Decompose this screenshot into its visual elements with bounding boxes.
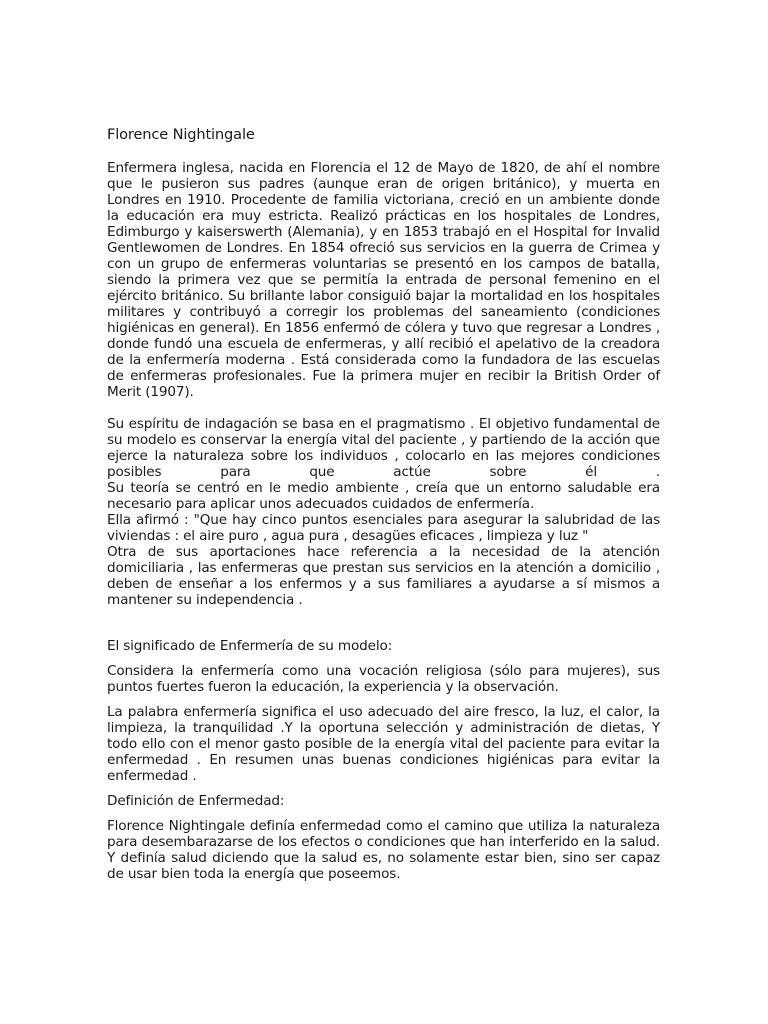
model-paragraph-part4: Otra de sus aportaciones hace referencia a la necesidad de la atención domiciliaria , las enfermeras que prestan sus servicios en la atención a domicilio , deben de enseñar a los enfermos y a sus familiares a ayudarse a sí mismos a mantener su independencia . <box>107 544 660 608</box>
model-paragraph <box>107 416 660 608</box>
model-paragraph-part2: Su teoría se centró en le medio ambiente , creía que un entorno saludable era necesario para aplicar unos adecuados cuidados de enfermería. <box>107 480 660 512</box>
disease-definition-paragraph: Florence Nightingale definía enfermedad como el camino que utiliza la naturaleza para desembarazarse de los efectos o condiciones que han interferido en la salud. Y definía salud diciendo que la salud es, no solamente estar bien, sino ser capaz de usar bien toda la energía que poseemos. <box>107 818 660 882</box>
vocation-paragraph: Considera la enfermería como una vocación religiosa (sólo para mujeres), sus puntos fuertes fueron la educación, la experiencia y la observación. <box>107 663 660 695</box>
biography-paragraph: Enfermera inglesa, nacida en Florencia el 12 de Mayo de 1820, de ahí el nombre que le pusieron sus padres (aunque eran de origen británico), y muerta en Londres en 1910. Procedente de familia victoriana, creció en un ambiente donde la educación era muy estricta. Realizó prácticas en los hospitales de Londres, Edimburgo y kaiserswerth (Alemania), y en 1853 trabajó en el Hospital for Invalid Gentlewomen de Londres. En 1854 ofreció sus servicios en la guerra de Crimea y con un grupo de enfermeras voluntarias se presentó en los campos de batalla, siendo la primera vez que se permitía la entrada de personal femenino en el ejército británico. Su brillante labor consiguió bajar la mortalidad en los hospitales militares y contribuyó a corregir los problemas del saneamiento (condiciones higiénicas en general). En 1856 enfermó de cólera y tuvo que regresar a Londres , donde fundó una escuela de enfermeras, y allí recibió el apelativo de la creadora de la enfermería moderna . Está considerada como la fundadora de las escuelas de enfermeras profesionales. Fue la primera mujer en recibir la British Order of Merit (1907). <box>107 160 660 400</box>
significado-heading: El significado de Enfermería de su modelo: <box>107 638 393 654</box>
definicion-heading: Definición de Enfermedad: <box>107 793 285 809</box>
model-paragraph-part3: Ella afirmó : "Que hay cinco puntos esenciales para asegurar la salubridad de las viviendas : el aire puro , agua pura , desagües eficaces , limpieza y luz " <box>107 512 660 544</box>
nursing-meaning-paragraph: La palabra enfermería significa el uso adecuado del aire fresco, la luz, el calor, la limpieza, la tranquilidad .Y la oportuna selección y administración de dietas, Y todo ello con el menor gasto posible de la energía vital del paciente para evitar la enfermedad . En resumen unas buenas condiciones higiénicas para evitar la enfermedad . <box>107 704 660 784</box>
model-paragraph-part1: Su espíritu de indagación se basa en el pragmatismo . El objetivo fundamental de su modelo es conservar la energía vital del paciente , y partiendo de la acción que ejerce la naturaleza sobre los individuos , colocarlo en las mejores condiciones posibles para que actúe sobre él . <box>107 416 660 480</box>
document-title: Florence Nightingale <box>107 126 255 143</box>
document-body <box>107 127 660 898</box>
